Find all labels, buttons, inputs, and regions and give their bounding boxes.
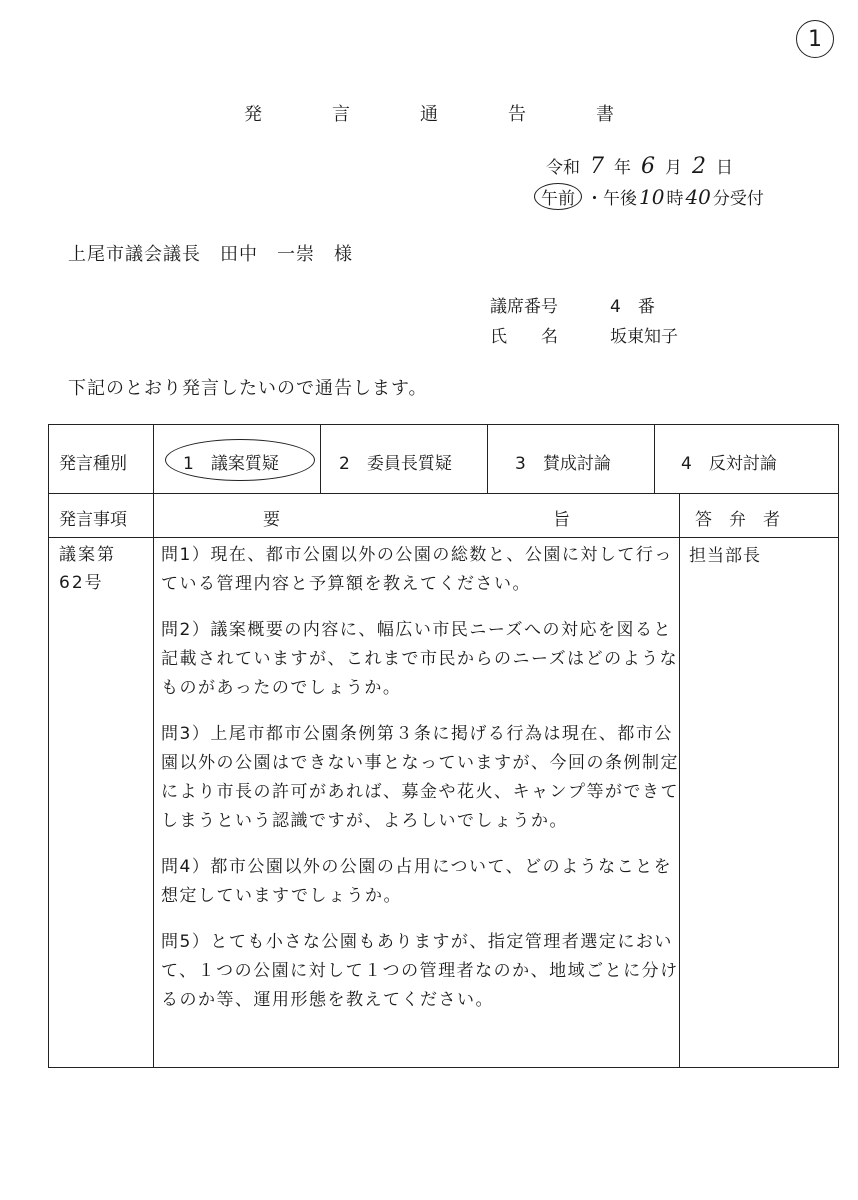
seat-number-label: 議席番号 [490, 297, 558, 317]
type-option-1: 1 議案質疑 [183, 454, 279, 474]
speech-type-row [49, 425, 838, 494]
question-item: 問5）とても小さな公園もありますが、指定管理者選定において、１つの公園に対して１つの管理者なのか、地域ごとに分けるのか等、運用形態を教えてください。 [161, 932, 679, 1010]
year-label: 年 [614, 158, 631, 178]
era-label: 令和 [546, 158, 580, 178]
document-title [0, 100, 858, 126]
table-body [49, 537, 838, 1067]
reception-time [534, 183, 764, 210]
pm-label: 午後 [603, 189, 637, 209]
member-name-row [490, 322, 678, 347]
member-name-label: 氏 名 [490, 327, 558, 347]
minute-label: 分受付 [712, 189, 764, 209]
gist-header-right: 旨 [553, 510, 570, 530]
day-value: 2 [692, 154, 706, 179]
seat-number-row [490, 292, 655, 317]
notice-table [48, 424, 839, 1068]
title-char: 告 [508, 104, 526, 125]
type-option-4: 4 反対討論 [681, 454, 777, 474]
header-row [49, 493, 838, 538]
question-item: 問1）現在、都市公園以外の公園の総数と、公園に対して行っている管理内容と予算額を教えてください。 [161, 545, 673, 594]
year-value: 7 [590, 154, 604, 179]
question-item: 問2）議案概要の内容に、幅広い市民ニーズへの対応を図ると記載されていますが、これまで市民からのニーズはどのようなものがあったのでしょうか。 [161, 620, 679, 698]
page-number: 1 [796, 20, 834, 58]
question-list [161, 541, 681, 1032]
hour-label: 時 [666, 189, 684, 209]
reception-date [546, 153, 733, 179]
agenda-item-line1: 議案第 [59, 545, 116, 565]
day-label: 日 [716, 158, 733, 178]
title-char: 発 [244, 104, 262, 125]
hour-value: 10 [639, 185, 665, 209]
question-item: 問4）都市公園以外の公園の占用について、どのようなことを想定していますでしょうか。 [161, 857, 673, 906]
matter-header: 発言事項 [59, 510, 127, 530]
am-label: 午前 [534, 183, 582, 210]
notice-text: 下記のとおり発言したいので通告します。 [68, 378, 428, 399]
answerer-header: 答 弁 者 [695, 510, 780, 530]
month-label: 月 [665, 158, 682, 178]
title-char: 書 [596, 104, 614, 125]
question-item: 問3）上尾市都市公園条例第３条に掲げる行為は現在、都市公園以外の公園はできない事となっていますが、今回の条例制定により市長の許可があれば、募金や花火、キャンプ等ができてしまうという認識ですが、よろしいでしょうか。 [161, 724, 679, 831]
title-char: 通 [420, 104, 438, 125]
separator: ・ [586, 189, 603, 209]
agenda-item-line2: 62号 [59, 573, 104, 593]
agenda-item [59, 541, 116, 597]
speech-type-header: 発言種別 [59, 454, 127, 474]
month-value: 6 [641, 154, 655, 179]
type-option-3: 3 賛成討論 [515, 454, 611, 474]
seat-number-value: 4 番 [610, 297, 655, 317]
member-name-value: 坂東知子 [610, 327, 678, 347]
minute-value: 40 [685, 185, 711, 209]
type-option-2: 2 委員長質疑 [339, 454, 452, 474]
addressee: 上尾市議会議長 田中 一崇 様 [68, 244, 353, 265]
title-char: 言 [332, 104, 350, 125]
answerer-value: 担当部長 [689, 546, 761, 566]
gist-header-left: 要 [263, 510, 280, 530]
